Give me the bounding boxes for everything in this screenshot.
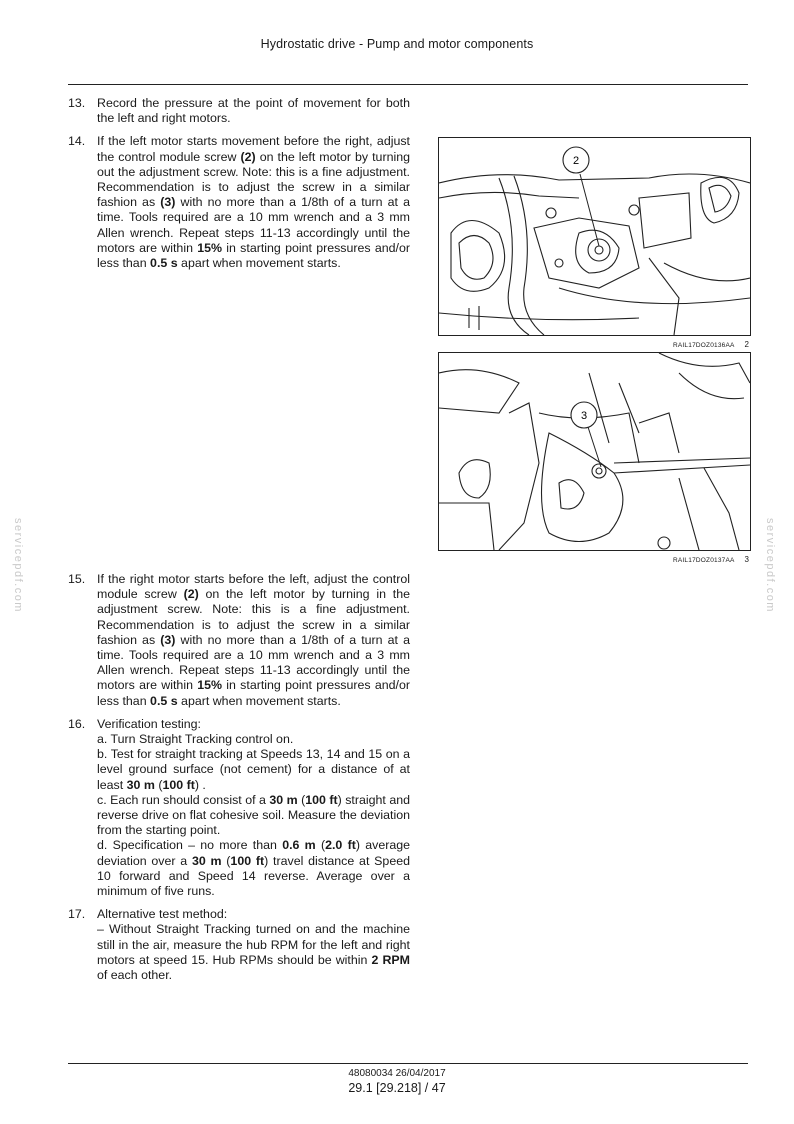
- step-text: Alternative test method: – Without Straight Tracking turned on and the machine still in the air, measure the hub RPM for the left and right motors at speed 15. Hub RPMs should be within 2 RPM of each other.: [97, 907, 410, 983]
- step-number: 15.: [68, 572, 86, 586]
- figure-3-number: 3: [744, 555, 749, 564]
- steps-lower: [68, 572, 410, 991]
- step-number: 14.: [68, 134, 86, 149]
- figure-2-callout: 2: [572, 155, 580, 167]
- watermark-left: servicepdf.com: [12, 518, 24, 613]
- figure-3-code: RAIL17DOZ0137AA: [673, 557, 735, 564]
- header-rule: [68, 84, 748, 85]
- step-text: If the right motor starts before the left, adjust the control module screw (2) on the left motor by turning in the adjustment screw. Note: this is a fine adjustment. Recommendation is to adjust the screw in a similar fashion as (3) with no more than a 1/8th of a turn at a time. Tools required are a 10 mm wrench and a 3 mm Allen wrench. Repeat steps 11-13 accordingly until the motors are within 15% in starting point pressures and/or less than 0.5 s apart when movement starts.: [97, 572, 410, 708]
- figure-3-caption: [438, 555, 749, 564]
- step-text: Verification testing: a. Turn Straight Tracking control on. b. Test for straight tracking at Speeds 13, 14 and 15 on a level ground surface (not cement) for a distance of at least 30 m (100 ft) . c. Each run should consist of a 30 m (100 ft) straight and reverse drive on flat cohesive soil. Measure the deviation from the starting point. d. Specification – no more than 0.6 m (2.0 ft) average deviation over a 30 m (100 ft) travel distance at Speed 10 forward and Speed 14 reverse. Average over a minimum of five runs.: [97, 716, 411, 899]
- figure-3-photo: [438, 352, 751, 551]
- figure-2-code: RAIL17DOZ0136AA: [673, 342, 735, 349]
- page-header-title: Hydrostatic drive - Pump and motor components: [260, 37, 534, 51]
- step-item: [68, 96, 410, 126]
- footer-page-number: 29.1 [29.218] / 47: [348, 1081, 446, 1095]
- step-item: [68, 134, 410, 271]
- footer-rule: [68, 1063, 748, 1064]
- figure-2-photo: [438, 137, 751, 336]
- step-text: If the left motor starts movement before the right, adjust the control module screw (2) on the left motor by turning out the adjustment screw. Note: this is a fine adjustment. Recommendation is to adjust the screw in a similar fashion as (3) with no more than a 1/8th of a turn at a time. Tools required are a 10 mm wrench and a 3 mm Allen wrench. Repeat steps 11-13 accordingly until the motors are within 15% in starting point pressures and/or less than 0.5 s apart when movement starts.: [97, 134, 410, 271]
- figure-2-caption: [438, 340, 749, 349]
- figure-2-number: 2: [744, 340, 749, 349]
- figure-3-callout: 3: [580, 410, 588, 422]
- step-item: [68, 907, 410, 983]
- step-item: [68, 572, 410, 709]
- step-number: 13.: [68, 96, 86, 110]
- step-item: [68, 717, 410, 899]
- steps-upper: [68, 96, 410, 279]
- watermark-right: servicepdf.com: [764, 518, 776, 613]
- footer-doc-id: 48080034 26/04/2017: [348, 1068, 446, 1079]
- figure-2-drawing: [439, 138, 750, 335]
- figure-3-drawing: [439, 353, 750, 550]
- step-number: 16.: [68, 716, 86, 731]
- step-number: 17.: [68, 907, 86, 922]
- step-text: Record the pressure at the point of movement for both the left and right motors.: [97, 96, 410, 126]
